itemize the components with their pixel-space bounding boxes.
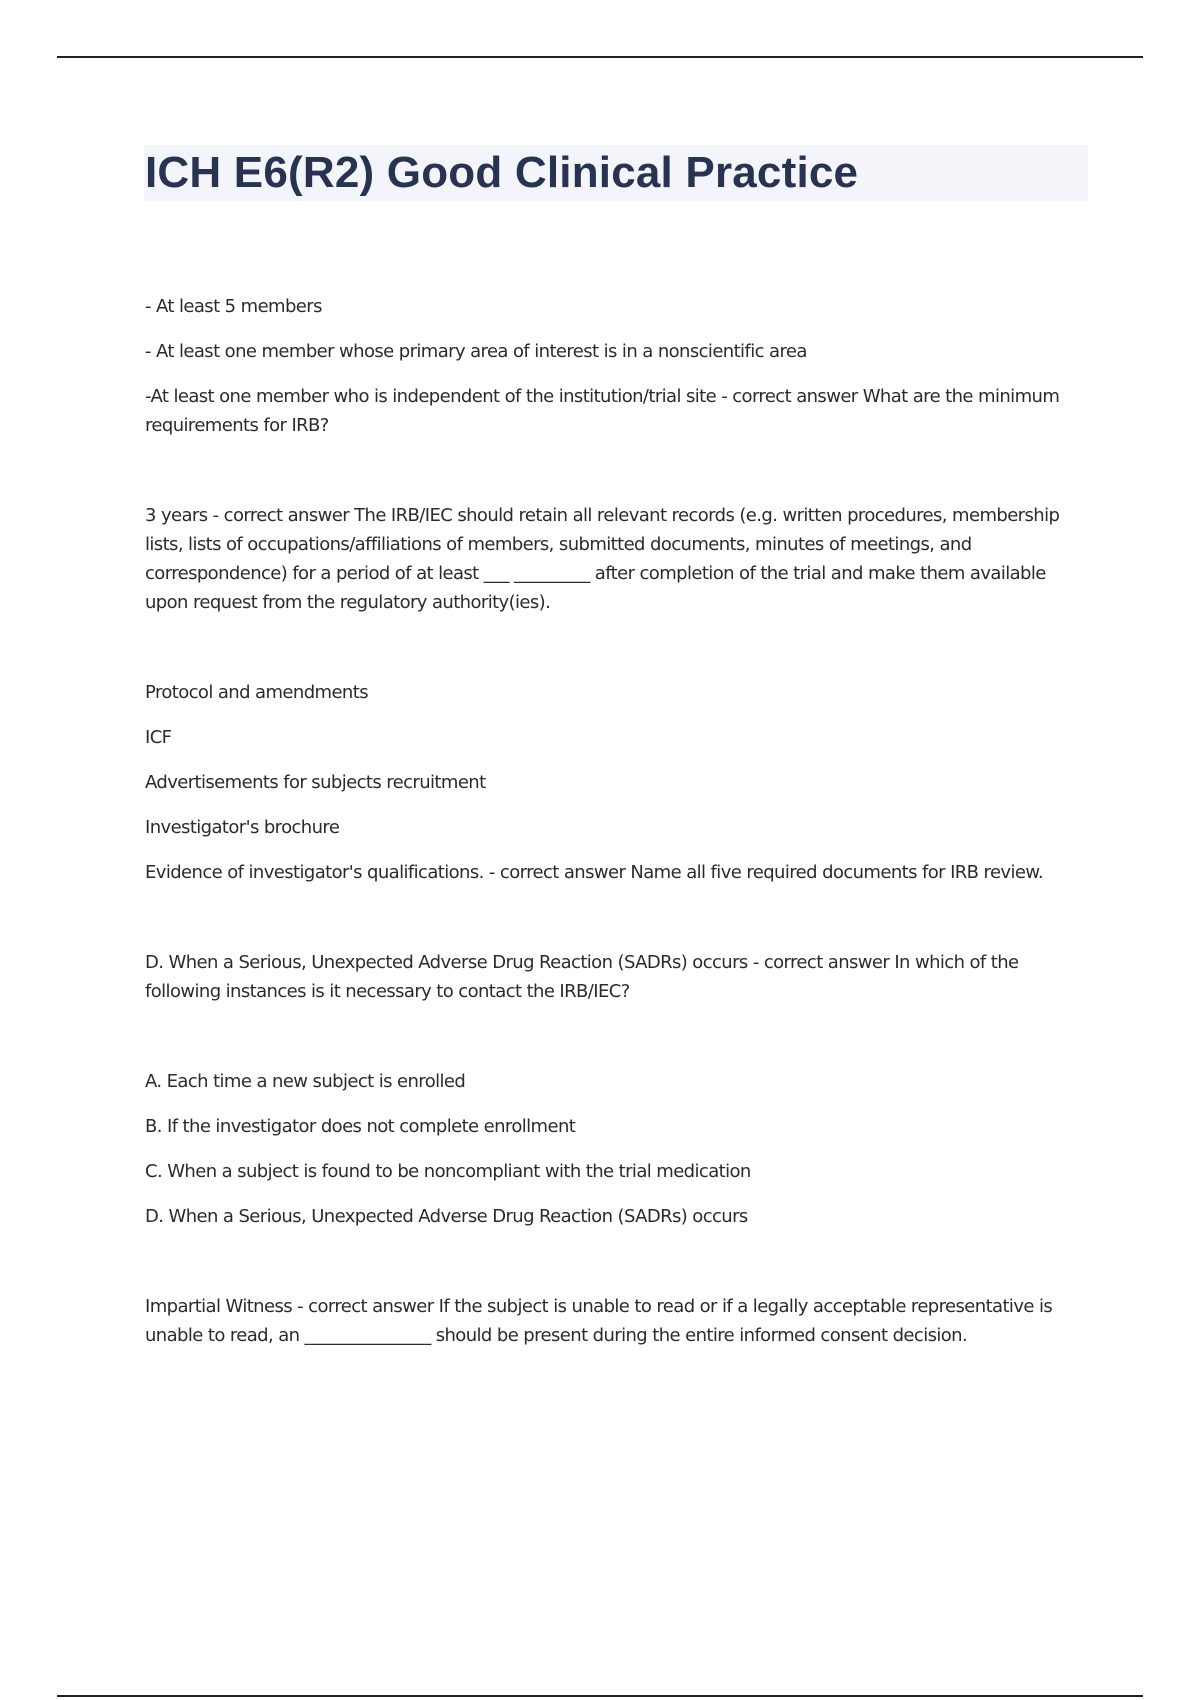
text-line: Impartial Witness - correct answer If the subject is unable to read or if a legally acceptable representative is unable to read, an _______________ should be present during the entire informed consent decision. bbox=[145, 1296, 1053, 1346]
bottom-divider bbox=[57, 1695, 1143, 1697]
text-line: - At least one member whose primary area of interest is in a nonscientific area bbox=[145, 341, 807, 362]
text-line: -At least one member who is independent of the institution/trial site - correct answer What are the minimum requirements for IRB? bbox=[145, 386, 1060, 436]
text-line: D. When a Serious, Unexpected Adverse Drug Reaction (SADRs) occurs - correct answer In which of the following instances is it necessary to contact the IRB/IEC? bbox=[145, 952, 1019, 1002]
text-line: Advertisements for subjects recruitment bbox=[145, 772, 486, 793]
text-line: C. When a subject is found to be noncompliant with the trial medication bbox=[145, 1161, 751, 1182]
text-line: Evidence of investigator's qualifications. - correct answer Name all five required documents for IRB review. bbox=[145, 862, 1043, 883]
text-line: - At least 5 members bbox=[145, 296, 322, 317]
text-line: 3 years - correct answer The IRB/IEC should retain all relevant records (e.g. written procedures, membership lists, lists of occupations/affiliations of members, submitted documents, minutes of meetings, and correspondence) for a period of at least ___ _________ after completion of the trial and make them available upon request from the regulatory authority(ies). bbox=[145, 505, 1060, 613]
document-body bbox=[145, 292, 1085, 1350]
text-line: B. If the investigator does not complete enrollment bbox=[145, 1116, 576, 1137]
document-title: ICH E6(R2) Good Clinical Practice bbox=[145, 148, 859, 197]
text-line: Protocol and amendments bbox=[145, 682, 368, 703]
text-line: A. Each time a new subject is enrolled bbox=[145, 1071, 466, 1092]
text-line: Investigator's brochure bbox=[145, 817, 340, 838]
text-line: D. When a Serious, Unexpected Adverse Drug Reaction (SADRs) occurs bbox=[145, 1206, 748, 1227]
text-line: ICF bbox=[145, 727, 172, 748]
top-divider bbox=[57, 56, 1143, 58]
